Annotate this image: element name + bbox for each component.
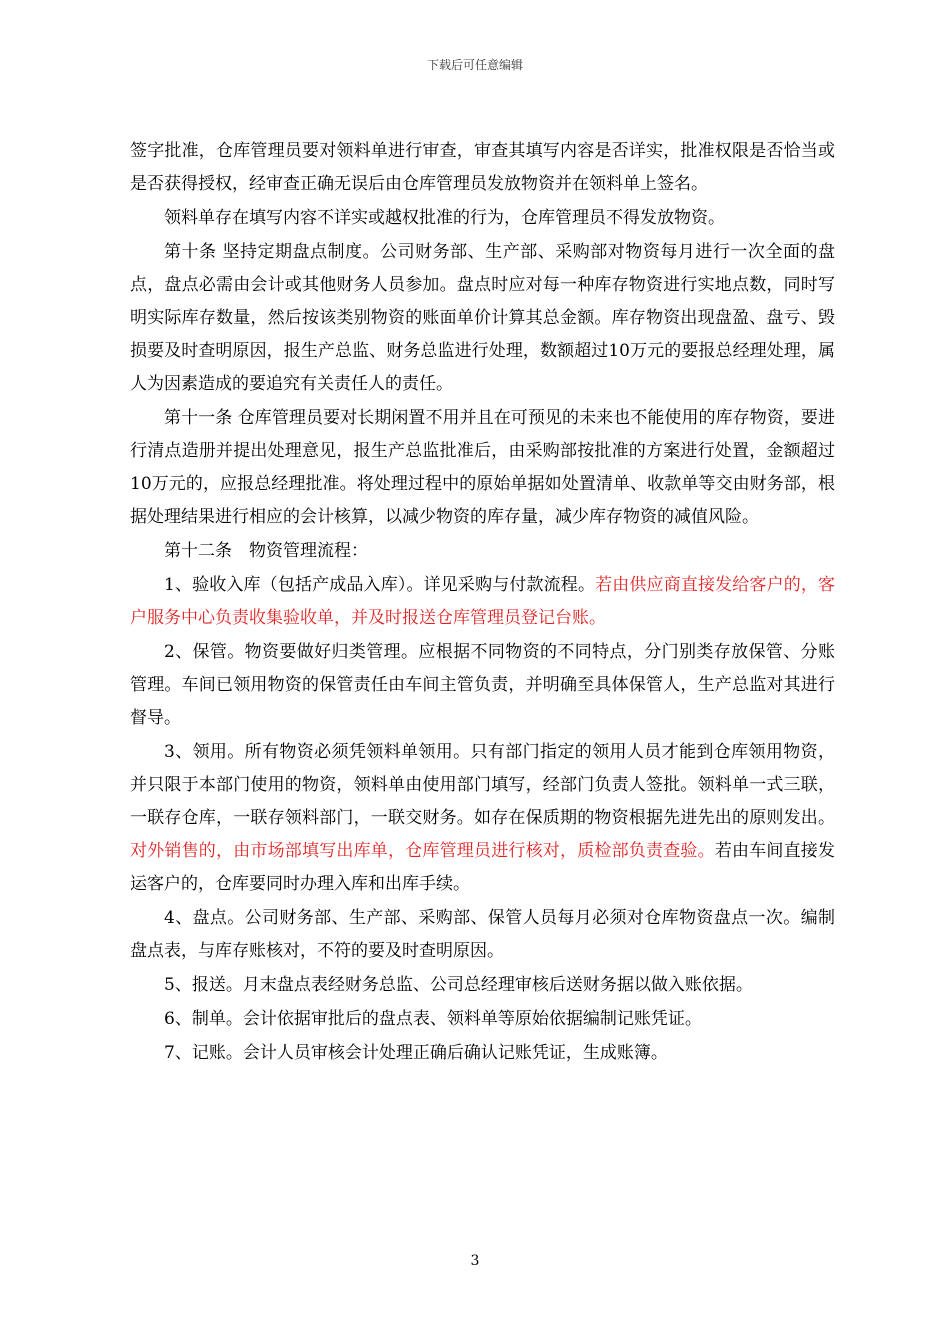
text-segment: 7、记账。会计人员审核会计处理正确后确认记账凭证，生成账簿。 bbox=[164, 1043, 668, 1063]
paragraph bbox=[130, 135, 835, 201]
paragraph-step-7 bbox=[130, 1037, 835, 1070]
text-segment: 1、验收入库（包括产成品入库）。详见采购与付款流程。 bbox=[164, 575, 596, 595]
paragraph bbox=[130, 202, 835, 235]
paragraph-article-12 bbox=[130, 535, 835, 568]
text-segment: 领料单存在填写内容不详实或越权批准的行为，仓库管理员不得发放物资。 bbox=[164, 208, 725, 228]
paragraph-article-11 bbox=[130, 402, 835, 534]
paragraph-step-3 bbox=[130, 736, 835, 901]
paragraph-article-10 bbox=[130, 236, 835, 401]
text-segment: 签字批准，仓库管理员要对领料单进行审查，审查其填写内容是否详实，批准权限是否恰当或是否获得授权，经审查正确无误后由仓库管理员发放物资并在领料单上签名。 bbox=[130, 141, 835, 194]
text-segment: 第十二条 物资管理流程： bbox=[164, 541, 368, 561]
paragraph-step-2 bbox=[130, 636, 835, 735]
text-segment: 6、制单。会计依据审批后的盘点表、领料单等原始依据编制记账凭证。 bbox=[164, 1009, 702, 1029]
document-body bbox=[130, 135, 835, 1071]
text-segment: 第十一条 仓库管理员要对长期闲置不用并且在可预见的未来也不能使用的库存物资，要进行清点造册并提出处理意见，报生产总监批准后，由采购部按批准的方案进行处置，金额超过10万元的，应报总经理批准。将处理过程中的原始单据如处置清单、收款单等交由财务部，根据处理结果进行相应的会计核算，以减少物资的库存量，减少库存物资的减值风险。 bbox=[130, 408, 835, 527]
highlighted-text: 若由供应商直接发给客户的，客户服务中心负责收集验收单，并及时报送仓库管理员登记台账。 bbox=[130, 575, 835, 628]
text-segment: 5、报送。月末盘点表经财务总监、公司总经理审核后送财务据以做入账依据。 bbox=[164, 975, 753, 995]
paragraph-step-4 bbox=[130, 902, 835, 968]
text-segment: 3、领用。所有物资必须凭领料单领用。只有部门指定的领用人员才能到仓库领用物资，并只限于本部门使用的物资，领料单由使用部门填写，经部门负责人签批。领料单一式三联，一联存仓库，一联存领料部门，一联交财务。如存在保质期的物资根据先进先出的原则发出。 bbox=[130, 742, 835, 828]
text-segment: 第十条 坚持定期盘点制度。公司财务部、生产部、采购部对物资每月进行一次全面的盘点，盘点必需由会计或其他财务人员参加。盘点时应对每一种库存物资进行实地点数，同时写明实际库存数量，然后按该类别物资的账面单价计算其总金额。库存物资出现盘盈、盘亏、毁损要及时查明原因，报生产总监、财务总监进行处理，数额超过10万元的要报总经理处理，属人为因素造成的要追究有关责任人的责任。 bbox=[130, 242, 835, 394]
paragraph-step-6 bbox=[130, 1003, 835, 1036]
text-segment: 4、盘点。公司财务部、生产部、采购部、保管人员每月必须对仓库物资盘点一次。编制盘点表，与库存账核对，不符的要及时查明原因。 bbox=[130, 908, 835, 961]
paragraph-step-1 bbox=[130, 569, 835, 635]
text-segment: 若由车间直接发运客户的，仓库要同时办理入库和出库手续。 bbox=[130, 841, 836, 894]
paragraph-step-5 bbox=[130, 969, 835, 1002]
highlighted-text: 对外销售的，由市场部填写出库单，仓库管理员进行核对，质检部负责查验。 bbox=[130, 841, 715, 861]
page-header: 下载后可任意编辑 bbox=[426, 58, 523, 72]
text-segment: 2、保管。物资要做好归类管理。应根据不同物资的不同特点，分门别类存放保管、分账管理。车间已领用物资的保管责任由车间主管负责，并明确至具体保管人，生产总监对其进行督导。 bbox=[130, 642, 835, 728]
page-number: 3 bbox=[470, 1253, 480, 1269]
